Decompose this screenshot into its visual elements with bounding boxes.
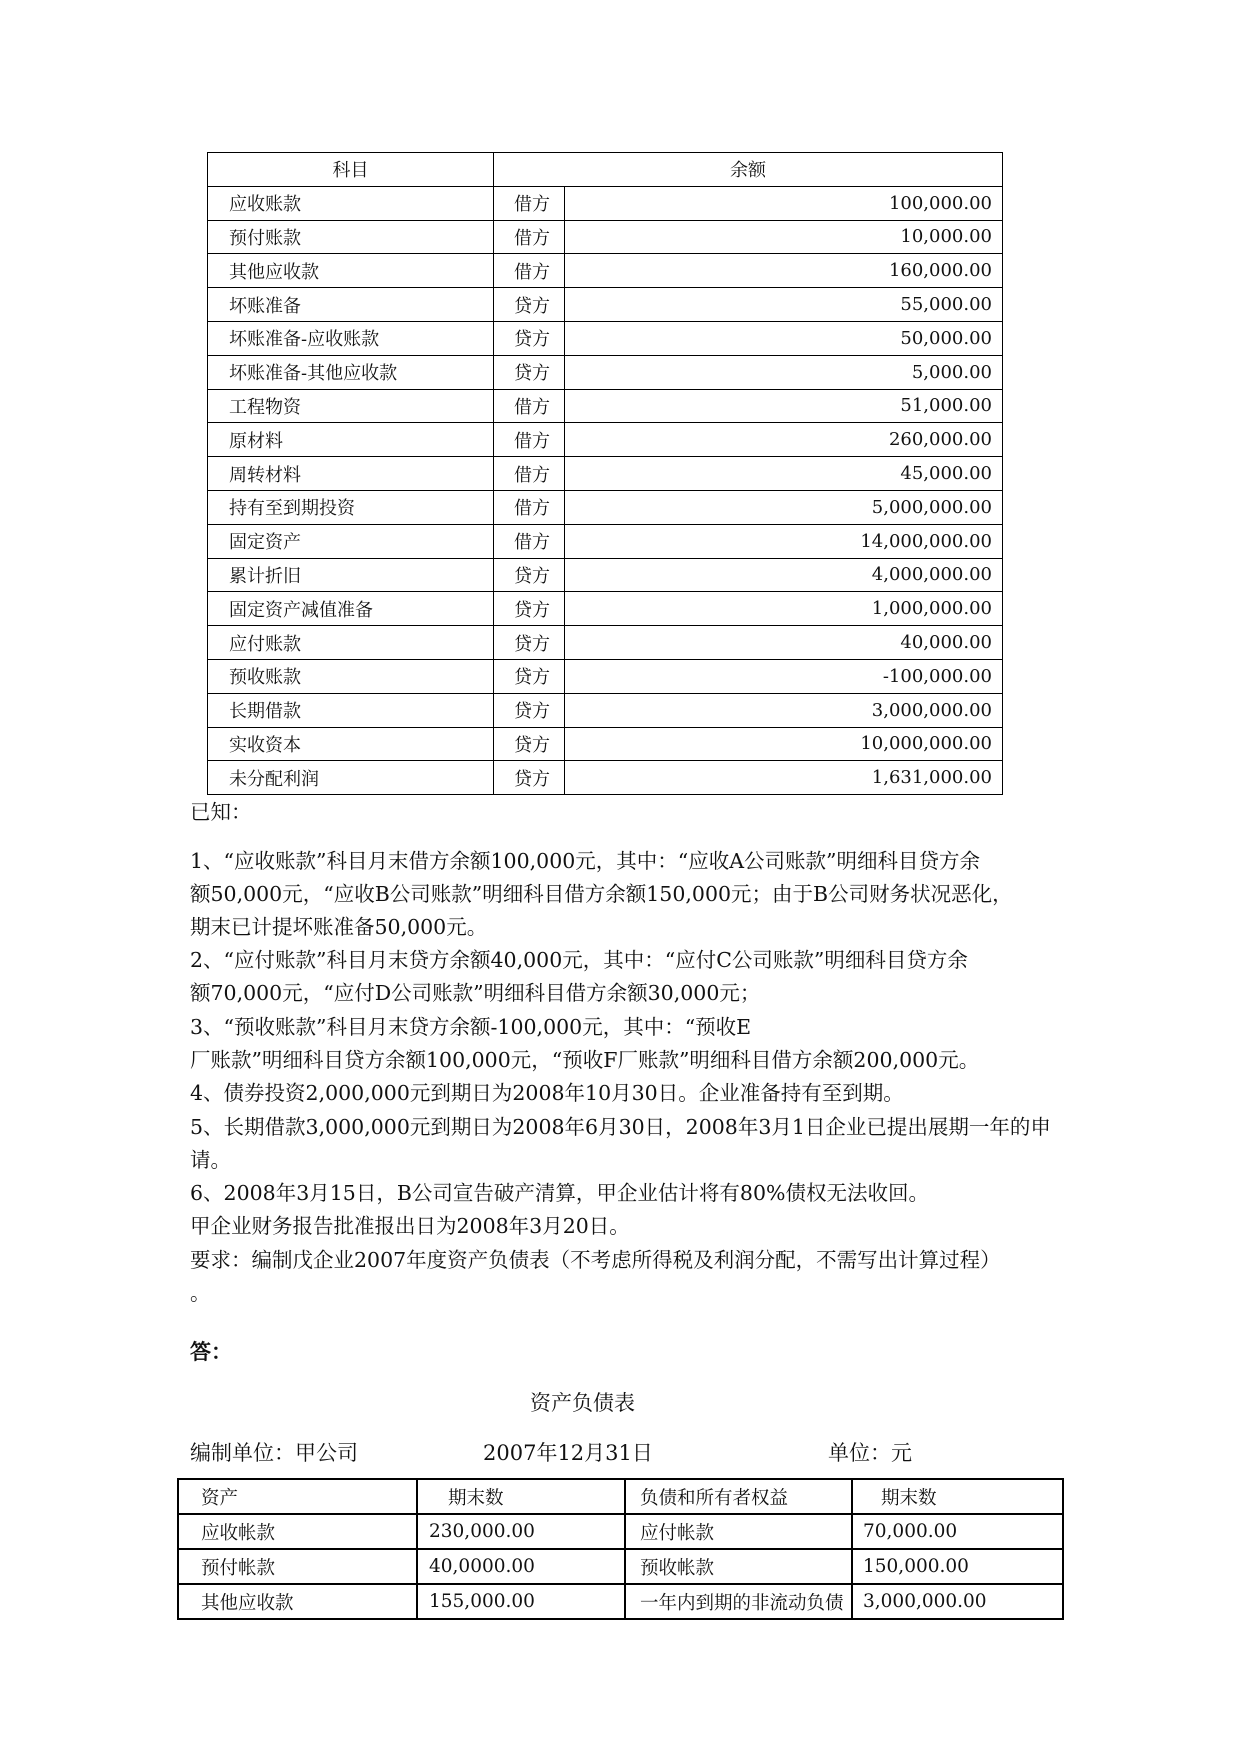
prepared-by: 编制单位：甲公司 (190, 1441, 358, 1465)
text-line: 额50,000元，“应收B公司账款”明细科目借方余额150,000元；由于B公司财务状况恶化， (190, 882, 1013, 906)
row-direction: 借方 (494, 490, 565, 524)
balance-table-header (208, 153, 1003, 187)
header-subject: 科目 (208, 153, 494, 187)
row-subject: 坏账准备-其他应收款 (208, 355, 494, 389)
asset-name: 其他应收款 (178, 1584, 417, 1619)
row-direction: 借方 (494, 186, 565, 220)
row-subject: 坏账准备-应收账款 (208, 321, 494, 355)
text-line: 要求：编制戊企业2007年度资产负债表（不考虑所得税及利润分配，不需写出计算过程） (190, 1248, 1001, 1272)
table-row (208, 490, 1003, 524)
row-amount: -100,000.00 (565, 659, 1003, 693)
table-row (208, 288, 1003, 322)
row-amount: 50,000.00 (565, 321, 1003, 355)
liability-name: 应付帐款 (625, 1514, 852, 1549)
balance-sheet-header (178, 1479, 1063, 1514)
table-row (178, 1549, 1063, 1584)
row-amount: 5,000.00 (565, 355, 1003, 389)
row-subject: 固定资产 (208, 524, 494, 558)
row-subject: 持有至到期投资 (208, 490, 494, 524)
row-subject: 固定资产减值准备 (208, 592, 494, 626)
row-direction: 借方 (494, 220, 565, 254)
asset-ending: 230,000.00 (417, 1514, 625, 1549)
row-direction: 贷方 (494, 659, 565, 693)
table-row (208, 659, 1003, 693)
row-subject: 累计折旧 (208, 558, 494, 592)
balance-sheet-title: 资产负债表 (530, 1391, 635, 1415)
row-amount: 51,000.00 (565, 389, 1003, 423)
row-direction: 贷方 (494, 626, 565, 660)
row-direction: 借方 (494, 389, 565, 423)
header-liabilities: 负债和所有者权益 (625, 1479, 852, 1514)
row-direction: 借方 (494, 254, 565, 288)
row-subject: 预收账款 (208, 659, 494, 693)
text-line: 4、债券投资2,000,000元到期日为2008年10月30日。企业准备持有至到期。 (190, 1081, 904, 1105)
row-subject: 应收账款 (208, 186, 494, 220)
row-amount: 45,000.00 (565, 457, 1003, 491)
row-amount: 100,000.00 (565, 186, 1003, 220)
table-row (208, 524, 1003, 558)
row-subject: 周转材料 (208, 457, 494, 491)
header-liabilities-ending: 期末数 (852, 1479, 1063, 1514)
table-row (208, 220, 1003, 254)
header-balance: 余额 (494, 153, 1003, 187)
row-amount: 10,000,000.00 (565, 727, 1003, 761)
table-row (208, 355, 1003, 389)
text-line: 。 (190, 1281, 211, 1305)
table-row (208, 389, 1003, 423)
table-row (178, 1584, 1063, 1619)
liability-name: 一年内到期的非流动负债 (625, 1584, 852, 1619)
row-subject: 坏账准备 (208, 288, 494, 322)
account-balance-table (207, 152, 1003, 795)
row-subject: 工程物资 (208, 389, 494, 423)
row-subject: 其他应收款 (208, 254, 494, 288)
text-line: 2、“应付账款”科目月末贷方余额40,000元，其中：“应付C公司账款”明细科目贷方余 (190, 948, 968, 972)
row-subject: 长期借款 (208, 693, 494, 727)
row-subject: 实收资本 (208, 727, 494, 761)
balance-sheet-table (177, 1478, 1064, 1620)
text-line: 厂账款”明细科目贷方余额100,000元，“预收F厂账款”明细科目借方余额200,000元。 (190, 1048, 980, 1072)
header-assets: 资产 (178, 1479, 417, 1514)
row-amount: 5,000,000.00 (565, 490, 1003, 524)
sheet-unit: 单位：元 (828, 1441, 912, 1465)
table-row (208, 423, 1003, 457)
row-direction: 贷方 (494, 761, 565, 795)
row-direction: 借方 (494, 423, 565, 457)
answer-label: 答： (190, 1340, 232, 1364)
text-line: 请。 (190, 1148, 231, 1172)
liability-name: 预收帐款 (625, 1549, 852, 1584)
text-line: 额70,000元，“应付D公司账款”明细科目借方余额30,000元； (190, 981, 761, 1005)
row-direction: 贷方 (494, 558, 565, 592)
text-line: 已知： (190, 800, 252, 824)
liability-ending: 3,000,000.00 (852, 1584, 1063, 1619)
row-amount: 1,631,000.00 (565, 761, 1003, 795)
table-row (208, 558, 1003, 592)
row-amount: 4,000,000.00 (565, 558, 1003, 592)
row-amount: 160,000.00 (565, 254, 1003, 288)
text-line: 期末已计提坏账准备50,000元。 (190, 915, 488, 939)
row-direction: 借方 (494, 524, 565, 558)
text-line: 3、“预收账款”科目月末贷方余额-100,000元，其中：“预收E (190, 1015, 752, 1039)
asset-name: 应收帐款 (178, 1514, 417, 1549)
table-row (208, 693, 1003, 727)
table-row (208, 321, 1003, 355)
row-direction: 贷方 (494, 693, 565, 727)
table-row (208, 186, 1003, 220)
row-amount: 55,000.00 (565, 288, 1003, 322)
liability-ending: 150,000.00 (852, 1549, 1063, 1584)
row-direction: 贷方 (494, 321, 565, 355)
asset-ending: 155,000.00 (417, 1584, 625, 1619)
asset-name: 预付帐款 (178, 1549, 417, 1584)
table-row (178, 1514, 1063, 1549)
asset-ending: 40,0000.00 (417, 1549, 625, 1584)
row-amount: 3,000,000.00 (565, 693, 1003, 727)
text-line: 甲企业财务报告批准报出日为2008年3月20日。 (190, 1214, 630, 1238)
row-direction: 贷方 (494, 727, 565, 761)
row-subject: 预付账款 (208, 220, 494, 254)
text-line: 6、2008年3月15日，B公司宣告破产清算，甲企业估计将有80%债权无法收回。 (190, 1181, 929, 1205)
table-row (208, 761, 1003, 795)
row-subject: 应付账款 (208, 626, 494, 660)
row-direction: 贷方 (494, 592, 565, 626)
sheet-date: 2007年12月31日 (483, 1441, 653, 1465)
table-row (208, 254, 1003, 288)
text-line: 5、长期借款3,000,000元到期日为2008年6月30日，2008年3月1日企业已提出展期一年的申 (190, 1115, 1051, 1139)
row-direction: 贷方 (494, 288, 565, 322)
row-amount: 10,000.00 (565, 220, 1003, 254)
row-subject: 原材料 (208, 423, 494, 457)
liability-ending: 70,000.00 (852, 1514, 1063, 1549)
table-row (208, 592, 1003, 626)
table-row (208, 457, 1003, 491)
table-row (208, 727, 1003, 761)
row-amount: 40,000.00 (565, 626, 1003, 660)
row-amount: 1,000,000.00 (565, 592, 1003, 626)
row-subject: 未分配利润 (208, 761, 494, 795)
table-row (208, 626, 1003, 660)
row-direction: 借方 (494, 457, 565, 491)
row-amount: 260,000.00 (565, 423, 1003, 457)
row-direction: 贷方 (494, 355, 565, 389)
header-assets-ending: 期末数 (417, 1479, 625, 1514)
row-amount: 14,000,000.00 (565, 524, 1003, 558)
text-line: 1、“应收账款”科目月末借方余额100,000元，其中：“应收A公司账款”明细科目贷方余 (190, 849, 981, 873)
